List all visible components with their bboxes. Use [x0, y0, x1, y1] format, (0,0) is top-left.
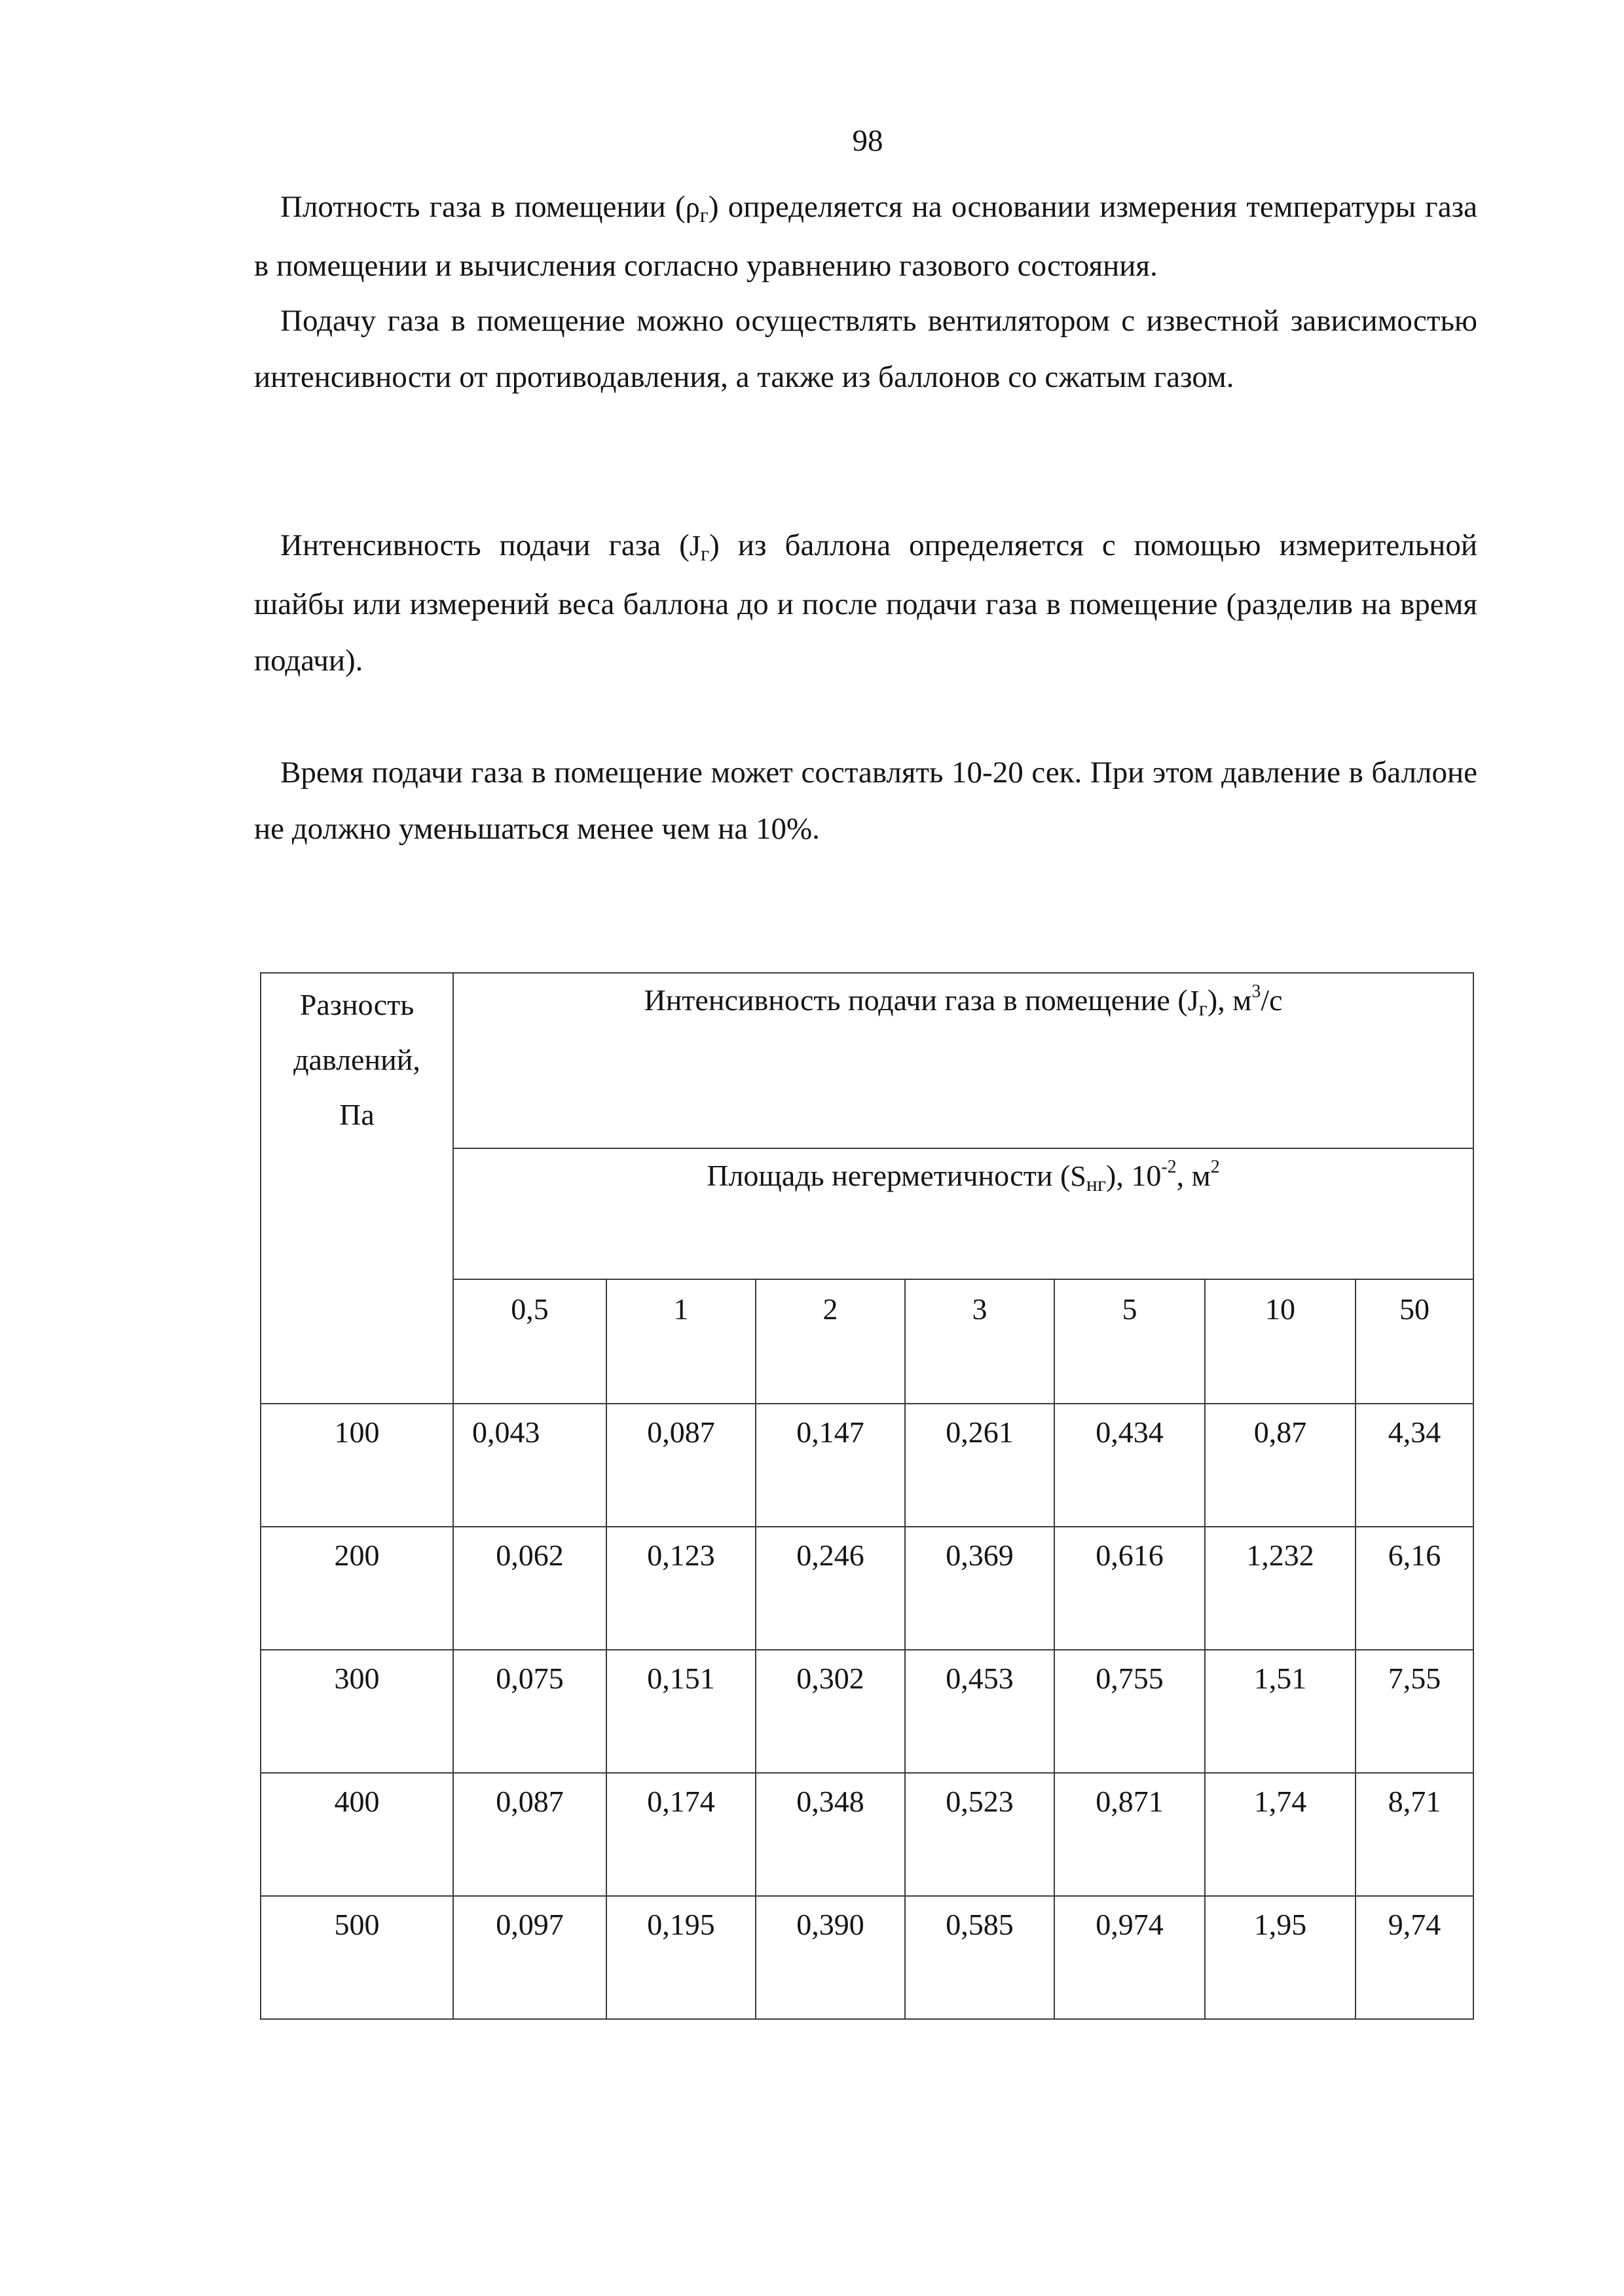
- subscript: г: [1198, 996, 1208, 1020]
- paragraph-text: ) из баллона определяется с помощью измерительной шайбы или измерений веса баллона до и после подачи газа в помещение (разделив на время подачи).: [254, 528, 1477, 678]
- header-line: Па: [339, 1098, 375, 1131]
- intensity-header: [453, 973, 1473, 1148]
- header-text: , м: [1176, 1159, 1211, 1192]
- value-cell: 0,123: [606, 1527, 756, 1650]
- header-line: давлений,: [293, 1043, 420, 1076]
- leak-area-header: [453, 1148, 1473, 1279]
- subscript: г: [699, 203, 709, 227]
- paragraph-text: Подачу газа в помещение можно осуществлять вентилятором с известной зависимостью интенсивности от противодавления, а также из баллонов со сжатым газом.: [254, 304, 1477, 394]
- value-cell: 0,087: [606, 1404, 756, 1527]
- table-row: [261, 1773, 1473, 1896]
- value-cell: 0,453: [905, 1650, 1054, 1773]
- paragraph-text: Плотность газа в помещении (: [280, 190, 686, 224]
- s-symbol: S: [1070, 1160, 1086, 1192]
- j-symbol: J: [1187, 985, 1199, 1017]
- header-text: /с: [1261, 983, 1283, 1017]
- value-cell: 8,71: [1356, 1773, 1473, 1896]
- header-text: Площадь негерметичности (: [707, 1159, 1071, 1192]
- paragraph-text: ) определяется на основании измерения температуры газа в помещении и вычисления согласно уравнению газового состояния.: [254, 190, 1477, 283]
- paragraph-gas-density: [254, 179, 1477, 294]
- table-row: [261, 1896, 1473, 2019]
- value-cell: 1,95: [1205, 1896, 1356, 2019]
- value-cell: 0,302: [756, 1650, 905, 1773]
- value-cell: 0,390: [756, 1896, 905, 2019]
- value-cell: 0,871: [1054, 1773, 1205, 1896]
- column-header: 50: [1356, 1279, 1473, 1404]
- rho-symbol: ρ: [685, 191, 700, 223]
- paragraph-text: Время подачи газа в помещение может составлять 10-20 сек. При этом давление в баллоне не должно уменьшаться менее чем на 10%.: [254, 756, 1477, 846]
- value-cell: 0,087: [453, 1773, 606, 1896]
- value-cell: 0,755: [1054, 1650, 1205, 1773]
- intensity-table: [260, 972, 1473, 1970]
- value-cell: 0,348: [756, 1773, 905, 1896]
- value-cell: 1,232: [1205, 1527, 1356, 1650]
- value-cell: 0,062: [453, 1527, 606, 1650]
- value-cell: 0,434: [1054, 1404, 1205, 1527]
- value-cell: 0,87: [1205, 1404, 1356, 1527]
- superscript: 3: [1251, 981, 1261, 1002]
- value-cell: 1,51: [1205, 1650, 1356, 1773]
- header-text: Интенсивность подачи газа в помещение (: [644, 983, 1188, 1017]
- pressure-difference-header: [261, 973, 453, 1404]
- header-line: Разность: [299, 988, 415, 1021]
- value-cell: 0,246: [756, 1527, 905, 1650]
- value-cell: 0,097: [453, 1896, 606, 2019]
- pressure-cell: 400: [261, 1773, 453, 1896]
- column-header: 0,5: [453, 1279, 606, 1404]
- value-cell: 0,147: [756, 1404, 905, 1527]
- header-text: ), 10: [1106, 1159, 1162, 1192]
- column-header: 1: [606, 1279, 756, 1404]
- paragraph-supply-intensity: [254, 517, 1477, 689]
- paragraph-text: Интенсивность подачи газа (: [280, 528, 690, 562]
- value-cell: 0,369: [905, 1527, 1054, 1650]
- value-cell: 0,174: [606, 1773, 756, 1896]
- column-header: 3: [905, 1279, 1054, 1404]
- value-cell: 0,151: [606, 1650, 756, 1773]
- column-header: 2: [756, 1279, 905, 1404]
- superscript: 2: [1210, 1157, 1220, 1177]
- value-cell: 0,523: [905, 1773, 1054, 1896]
- pressure-cell: 500: [261, 1896, 453, 2019]
- pressure-cell: 100: [261, 1404, 453, 1527]
- value-cell: 0,075: [453, 1650, 606, 1773]
- value-cell: 0,974: [1054, 1896, 1205, 2019]
- pressure-cell: 200: [261, 1527, 453, 1650]
- subscript: г: [700, 541, 710, 565]
- paragraph-supply-time: [254, 744, 1477, 857]
- table-row: [261, 1650, 1473, 1773]
- value-cell: 7,55: [1356, 1650, 1473, 1773]
- paragraph-gas-supply: [254, 293, 1477, 405]
- value-cell: 4,34: [1356, 1404, 1473, 1527]
- table-row: [261, 1404, 1473, 1527]
- value-cell: 0,195: [606, 1896, 756, 2019]
- value-cell: 1,74: [1205, 1773, 1356, 1896]
- value-cell: 9,74: [1356, 1896, 1473, 2019]
- subscript: нг: [1086, 1172, 1106, 1195]
- value-cell: 0,261: [905, 1404, 1054, 1527]
- value-cell: 0,616: [1054, 1527, 1205, 1650]
- column-header: 5: [1054, 1279, 1205, 1404]
- superscript: -2: [1161, 1157, 1177, 1177]
- column-header: 10: [1205, 1279, 1356, 1404]
- value-cell: 6,16: [1356, 1527, 1473, 1650]
- table-row: [261, 1527, 1473, 1650]
- j-symbol: J: [689, 530, 701, 562]
- page-number: 98: [852, 124, 883, 158]
- value-cell: 0,585: [905, 1896, 1054, 2019]
- header-text: ), м: [1207, 983, 1252, 1017]
- pressure-cell: 300: [261, 1650, 453, 1773]
- value-cell: 0,043: [453, 1404, 606, 1527]
